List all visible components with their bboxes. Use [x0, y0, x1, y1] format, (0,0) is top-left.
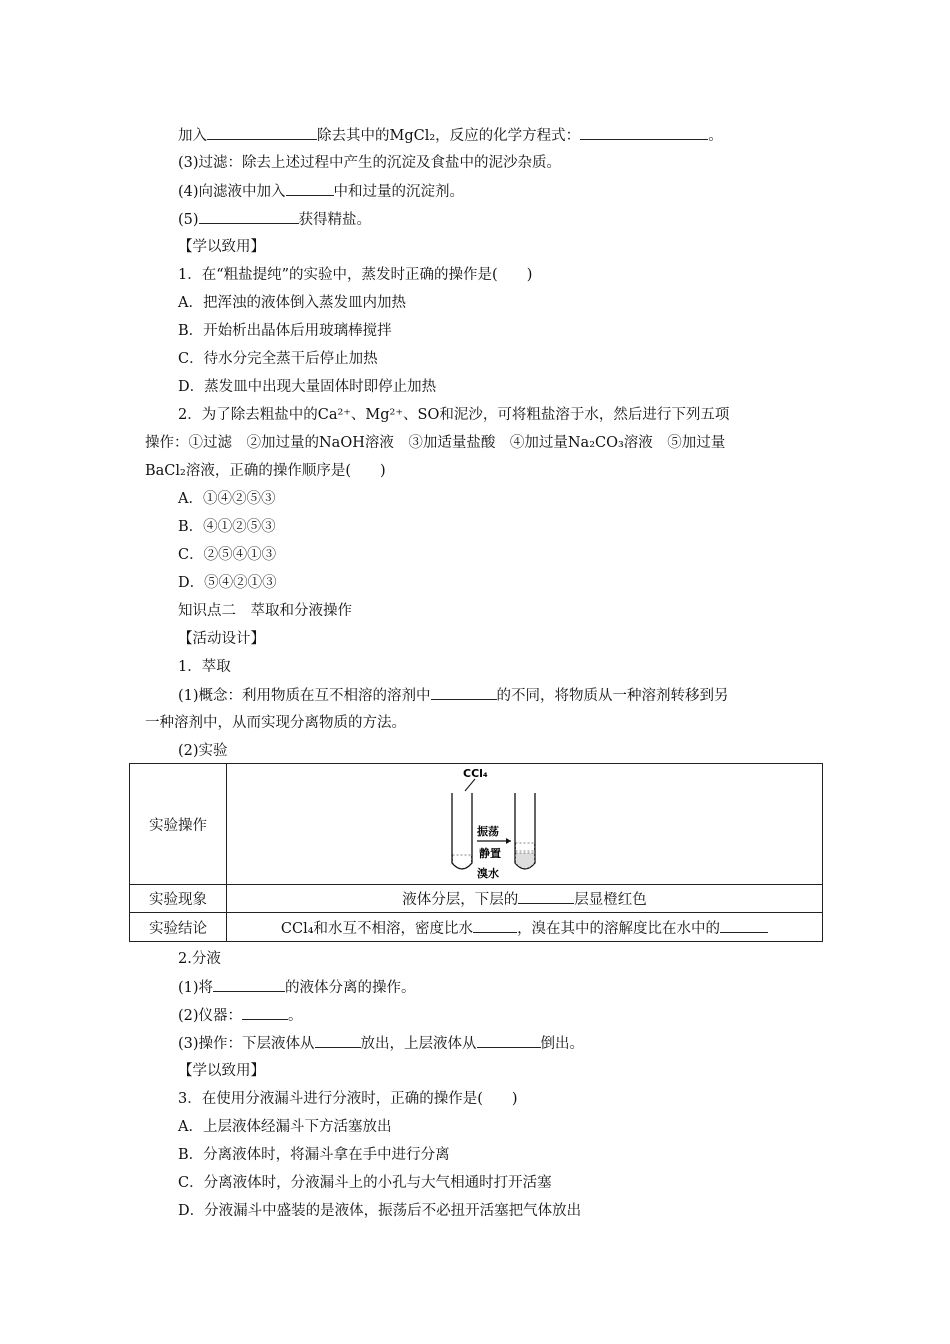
text-segment: 液体分层，下层的 — [402, 892, 519, 908]
text-segment: 的液体分离的操作。 — [285, 980, 416, 996]
table-row — [130, 913, 823, 942]
option-c: C．②⑤④①③ — [178, 547, 277, 563]
option-c: C．待水分完全蒸干后停止加热 — [178, 351, 378, 367]
experiment-table — [129, 763, 823, 942]
text-segment: (5) — [178, 212, 199, 228]
text-line: 一种溶剂中，从而实现分离物质的方法。 — [145, 715, 406, 731]
answer-blank[interactable] — [477, 1033, 541, 1048]
option-a: A．①④②⑤③ — [178, 491, 276, 507]
question-stem: 1．在“粗盐提纯”的实验中，蒸发时正确的操作是( ) — [178, 267, 533, 283]
option-a: A．把浑浊的液体倒入蒸发皿内加热 — [178, 295, 406, 311]
text-line — [178, 125, 723, 146]
table-label-cell: 实验现象 — [130, 885, 227, 913]
option-c: C．分离液体时，分液漏斗上的小孔与大气相通时打开活塞 — [178, 1175, 552, 1191]
shake-label: 振荡 — [476, 825, 499, 838]
text-segment: 除去其中的MgCl₂，反应的化学方程式： — [317, 128, 581, 144]
text-segment: 。 — [288, 1008, 303, 1024]
text-segment: 。 — [708, 128, 723, 144]
section-heading: 知识点二 萃取和分液操作 — [178, 603, 352, 619]
option-d: D．⑤④②①③ — [178, 575, 277, 591]
text-segment: 层显橙红色 — [574, 892, 647, 908]
answer-blank[interactable] — [473, 918, 517, 933]
answer-blank[interactable] — [315, 1033, 361, 1048]
text-line — [178, 1005, 303, 1026]
text-segment: 的不同，将物质从一种溶剂转移到另 — [496, 688, 729, 704]
answer-blank[interactable] — [199, 209, 299, 224]
option-a: A．上层液体经漏斗下方活塞放出 — [178, 1119, 392, 1135]
option-b: B．分离液体时，将漏斗拿在手中进行分离 — [178, 1147, 450, 1163]
question-stem: 3．在使用分液漏斗进行分液时，正确的操作是( ) — [178, 1091, 518, 1107]
experiment-figure-cell — [227, 764, 823, 885]
answer-blank[interactable] — [213, 977, 285, 992]
text-line: (2)实验 — [178, 743, 228, 759]
text-segment: CCl₄和水互不相溶，密度比水 — [280, 920, 474, 937]
table-content-cell — [227, 913, 823, 942]
table-content-cell — [227, 885, 823, 913]
answer-blank[interactable] — [431, 685, 497, 700]
section-heading: 【活动设计】 — [178, 631, 265, 647]
question-stem-cont: BaCl₂溶液，正确的操作顺序是( ) — [145, 463, 386, 479]
option-d: D．蒸发皿中出现大量固体时即停止加热 — [178, 379, 437, 395]
text-line: (3)过滤：除去上述过程中产生的沉淀及食盐中的泥沙杂质。 — [178, 155, 562, 171]
dropper-line — [465, 779, 475, 791]
test-tube-left — [452, 793, 472, 869]
text-segment: 倒出。 — [540, 1036, 585, 1052]
option-d: D．分液漏斗中盛装的是液体，振荡后不必扭开活塞把气体放出 — [178, 1203, 582, 1219]
text-line — [178, 209, 371, 230]
section-heading: 【学以致用】 — [178, 1063, 265, 1079]
text-line — [178, 977, 416, 998]
question-stem-cont: 操作：①过滤 ②加过量的NaOH溶液 ③加适量盐酸 ④加过量Na₂CO₃溶液 ⑤加过量 — [145, 435, 726, 451]
answer-blank[interactable] — [720, 918, 768, 933]
text-segment: (2)仪器： — [178, 1008, 243, 1024]
text-segment: (4)向滤液中加入 — [178, 184, 286, 200]
text-line — [178, 181, 464, 202]
text-segment: 中和过量的沉淀剂。 — [333, 184, 465, 200]
extraction-figure — [425, 765, 625, 883]
answer-blank[interactable] — [207, 125, 317, 140]
answer-blank[interactable] — [286, 181, 334, 196]
bromine-water-label: 溴水 — [476, 867, 499, 880]
text-line: 1．萃取 — [178, 659, 231, 675]
text-segment: (3)操作：下层液体从 — [178, 1036, 315, 1052]
section-heading: 【学以致用】 — [178, 239, 265, 255]
table-row — [130, 764, 823, 885]
text-line — [178, 1033, 584, 1054]
answer-blank[interactable] — [518, 889, 574, 904]
stand-label: 静置 — [478, 847, 501, 860]
text-line — [178, 685, 729, 706]
upper-layer — [515, 843, 534, 851]
answer-blank[interactable] — [242, 1005, 288, 1020]
ccl4-label: CCl₄ — [462, 767, 488, 780]
table-label-cell: 实验操作 — [130, 764, 227, 885]
arrow-head — [506, 838, 511, 844]
text-segment: ，溴在其中的溶解度比在水中的 — [517, 920, 721, 937]
text-segment: 放出，上层液体从 — [360, 1036, 477, 1052]
option-b: B．④①②⑤③ — [178, 519, 276, 535]
text-segment: 加入 — [178, 128, 207, 144]
text-line: 2.分液 — [178, 951, 221, 967]
table-label-cell: 实验结论 — [130, 913, 227, 942]
option-b: B．开始析出晶体后用玻璃棒搅拌 — [178, 323, 392, 339]
table-row — [130, 885, 823, 913]
question-stem: 2．为了除去粗盐中的Ca²⁺、Mg²⁺、SO和泥沙，可将粗盐溶于水，然后进行下列五项 — [178, 407, 730, 423]
answer-blank[interactable] — [580, 125, 708, 140]
text-segment: 获得精盐。 — [298, 212, 372, 228]
text-segment: (1)将 — [178, 980, 214, 996]
text-segment: (1)概念：利用物质在互不相溶的溶剂中 — [178, 688, 431, 704]
